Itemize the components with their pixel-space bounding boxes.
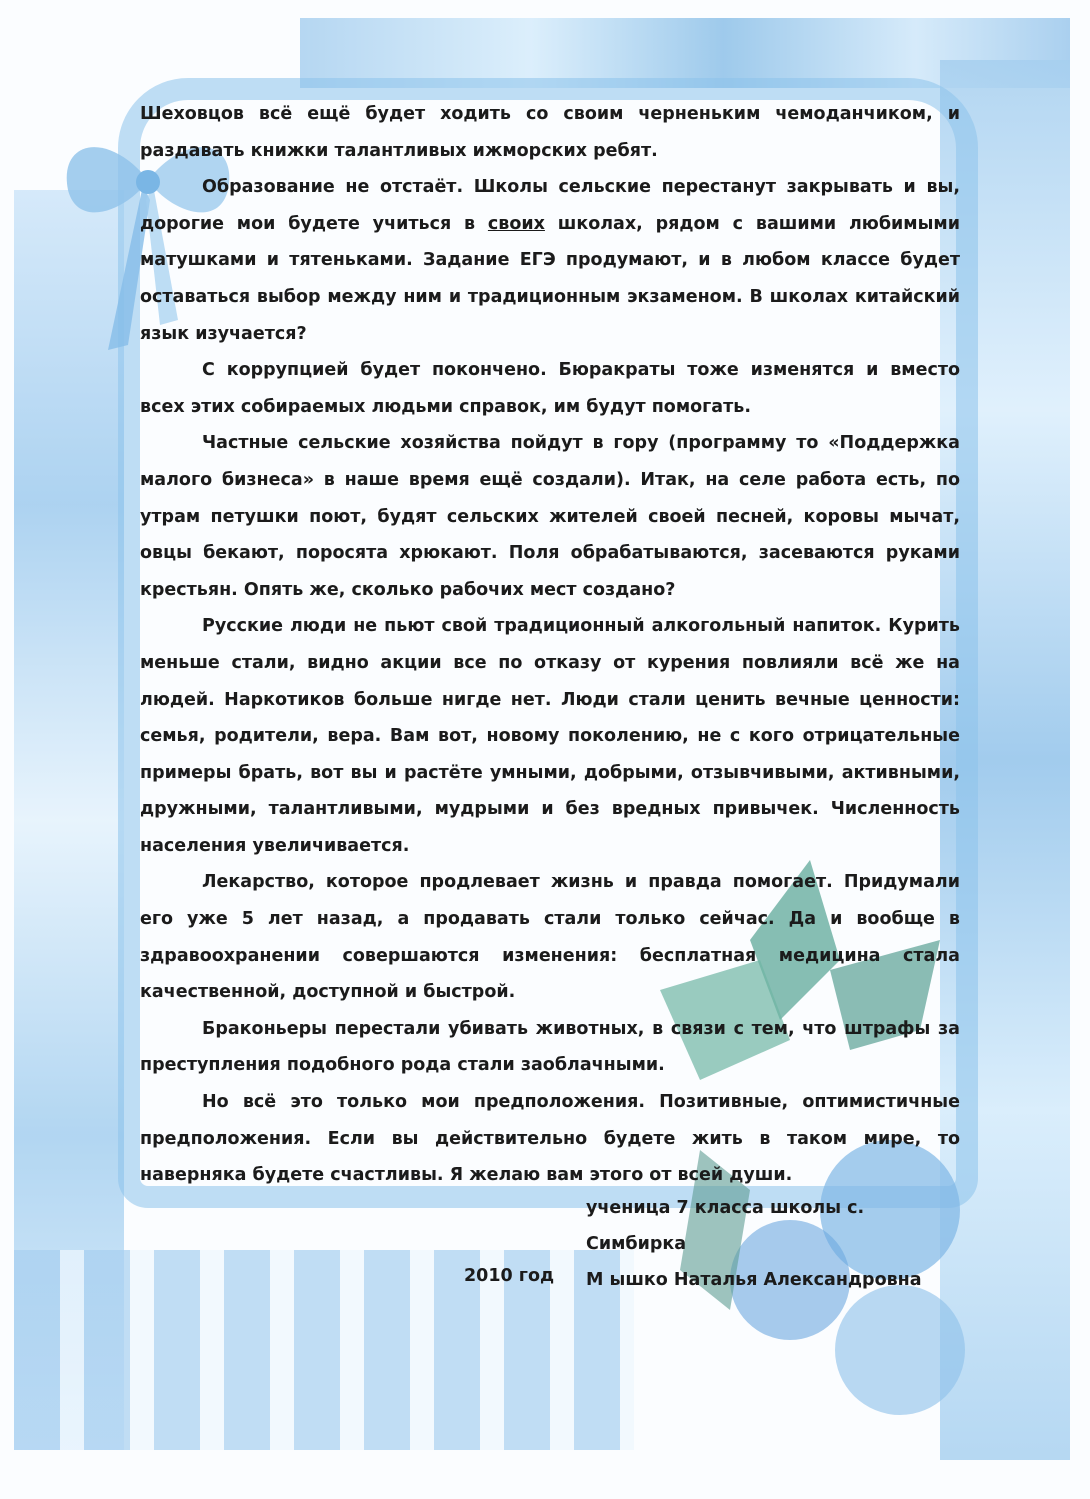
signature-line: ученица 7 класса школы с. Симбирка [586,1198,865,1254]
paragraph: Лекарство, которое продлевает жизнь и правда помогает. Придумали его уже 5 лет назад, а продавать стали только сейчас. Да и вообще в здравоохранении совершаются изменения: бесплатная медицина стала качественной, доступной и быстрой. [140,872,960,1003]
paragraph: Браконьеры перестали убивать животных, в связи с тем, что штрафы за преступления подобного рода стали заоблачными. [140,1018,960,1076]
underlined-word: своих [487,213,545,234]
paragraph [140,169,960,352]
letter-body [140,96,960,1194]
letter-date: 2010 год [464,1266,555,1286]
paragraph: Частные сельские хозяйства пойдут в гору (программу то «Поддержка малого бизнеса» в наше время ещё создали). Итак, на селе работа есть, по утрам петушки поют, будят сельских жителей своей песней, коровы мычат, овцы бекают, поросята хрюкают. Поля обрабатываются, засеваются руками крестьян. Опять же, сколько рабочих мест создано? [140,433,960,600]
signature-block [586,1190,966,1298]
signature-name: М ышко Наталья Александровна [586,1270,922,1290]
paragraph: Но всё это только мои предположения. Позитивные, оптимистичные предположения. Если вы действительно будете жить в таком мире, то наверняка будете счастливы. Я желаю вам этого от всей души. [140,1092,960,1186]
paragraph-text: школах, рядом с вашими любимыми матушками и тятеньками. Задание ЕГЭ продумают, и в любом классе будет оставаться выбор между ним и традиционным экзаменом. В школах китайский язык изучается? [140,213,960,344]
paragraph: Русские люди не пьют свой традиционный алкогольный напиток. Курить меньше стали, видно акции все по отказу от курения повлияли всё же на людей. Наркотиков больше нигде нет. Люди стали ценить вечные ценности: семья, родители, вера. Вам вот, новому поколению, не с кого отрицательные примеры брать, вот вы и растёте умными, добрыми, отзывчивыми, активными, дружными, талантливыми, мудрыми и без вредных привычек. Численность населения увеличивается. [140,616,960,856]
paragraph: С коррупцией будет покончено. Бюракраты тоже изменятся и вместо всех этих собираемых людьми справок, им будут помогать. [140,360,960,417]
paragraph: Шеховцов всё ещё будет ходить со своим черненьким чемоданчиком, и раздавать книжки талантливых ижморских ребят. [140,104,960,161]
paragraph-text: Образование не отстаёт. Школы сельские перестанут закрывать и вы, дорогие мои будете учиться в [140,177,960,234]
